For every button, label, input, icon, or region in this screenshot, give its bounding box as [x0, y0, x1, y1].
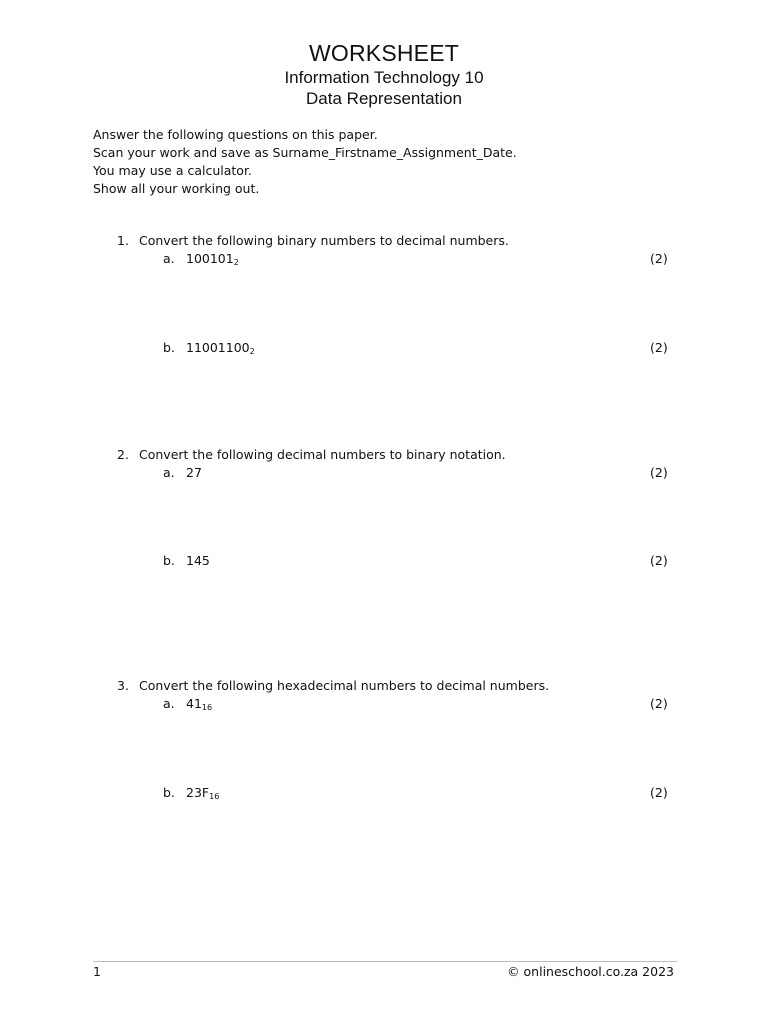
- question-number: 3.: [117, 678, 129, 693]
- marks-label: (2): [650, 553, 668, 568]
- page-number: 1: [93, 964, 101, 979]
- part-letter: b.: [163, 785, 175, 800]
- part-value: $11001100_2$: [186, 340, 255, 356]
- instruction-line: Scan your work and save as Surname_Firstname_Assignment_Date.: [93, 145, 517, 160]
- marks-label: (2): [650, 251, 668, 266]
- worksheet-title: WORKSHEET: [308, 40, 460, 66]
- question-text: Convert the following binary numbers to decimal numbers.: [139, 233, 509, 248]
- subject-title: Information Technology 10: [284, 68, 484, 87]
- part-value: $100101_2$: [186, 251, 239, 267]
- question-text: Convert the following decimal numbers to binary notation.: [139, 447, 506, 462]
- base-subscript: 2: [249, 347, 255, 356]
- part-letter: b.: [163, 340, 175, 355]
- question-1: [117, 233, 509, 248]
- footer-divider: [93, 961, 677, 962]
- question-2: [117, 447, 506, 462]
- part-letter: a.: [163, 251, 175, 266]
- part-letter: a.: [163, 696, 175, 711]
- part-letter: b.: [163, 553, 175, 568]
- part-value: 145: [186, 553, 210, 568]
- question-number: 2.: [117, 447, 129, 462]
- part-letter: a.: [163, 465, 175, 480]
- marks-label: (2): [650, 465, 668, 480]
- part-value: $23F_{16}$: [186, 785, 220, 801]
- instructions-block: [93, 126, 517, 198]
- question-3b: [163, 785, 219, 801]
- topic-title: Data Representation: [306, 89, 462, 108]
- question-text: Convert the following hexadecimal numbers to decimal numbers.: [139, 678, 550, 693]
- marks-label: (2): [650, 340, 668, 355]
- question-2a: [163, 465, 202, 480]
- instruction-line: Show all your working out.: [93, 181, 260, 196]
- marks-label: (2): [650, 696, 668, 711]
- copyright-notice: © onlineschool.co.za 2023: [507, 964, 674, 979]
- question-2b: [163, 553, 210, 568]
- question-number: 1.: [117, 233, 129, 248]
- instruction-line: Answer the following questions on this paper.: [93, 127, 378, 142]
- instruction-line: You may use a calculator.: [93, 163, 252, 178]
- marks-label: (2): [650, 785, 668, 800]
- question-3: [117, 678, 549, 693]
- part-value: $41_{16}$: [186, 696, 213, 712]
- base-subscript: 16: [209, 792, 220, 801]
- question-1b: [163, 340, 255, 356]
- part-value: 27: [186, 465, 202, 480]
- base-subscript: 16: [201, 703, 213, 712]
- question-1a: [163, 251, 239, 267]
- base-subscript: 2: [233, 258, 239, 267]
- question-3a: [163, 696, 212, 712]
